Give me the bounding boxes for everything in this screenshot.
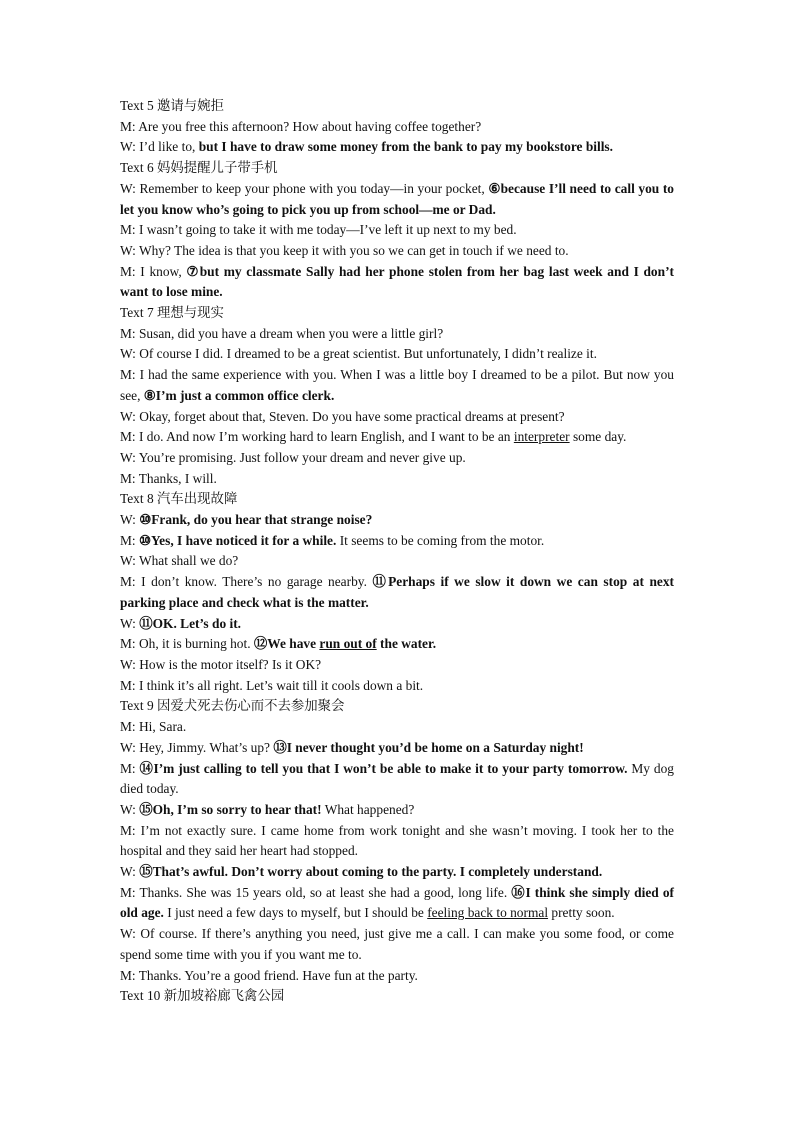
text-run: It seems to be coming from the motor. bbox=[336, 532, 545, 548]
text-run: M: I wasn’t going to take it with me today—I’ve left it up next to my bed. bbox=[120, 222, 517, 238]
dialogue-line bbox=[120, 344, 674, 365]
text-run: M: Hi, Sara. bbox=[120, 719, 187, 735]
dialogue-line bbox=[120, 862, 674, 883]
dialogue-line bbox=[120, 510, 674, 531]
bold-text: ⑪OK. Let’s do it. bbox=[139, 615, 242, 631]
text-run: W: What shall we do? bbox=[120, 553, 239, 569]
dialogue-line bbox=[120, 966, 674, 987]
dialogue-line bbox=[120, 262, 674, 303]
text-run: M: Oh, it is burning hot. bbox=[120, 636, 254, 652]
section-heading bbox=[120, 158, 674, 179]
bold-text: run out of bbox=[319, 636, 377, 652]
bold-text: ⑩Yes, I have noticed it for a while. bbox=[138, 532, 337, 548]
dialogue-line bbox=[120, 759, 674, 800]
text-run: M: bbox=[120, 760, 140, 776]
dialogue-line bbox=[120, 655, 674, 676]
dialogue-line bbox=[120, 179, 674, 220]
dialogue-line bbox=[120, 821, 674, 862]
bold-text: ⑪Perhaps if we slow it down we can stop at next parking place and check what is the matter. bbox=[120, 574, 675, 610]
text-run: W: I’d like to, bbox=[120, 139, 199, 155]
bold-text: ⑩Frank, do you hear that strange noise? bbox=[139, 512, 373, 528]
dialogue-line bbox=[120, 427, 674, 448]
text-run: pretty soon. bbox=[548, 905, 615, 921]
text-run: W: Hey, Jimmy. What’s up? bbox=[120, 739, 274, 755]
text-run: M: Thanks, I will. bbox=[120, 470, 217, 486]
text-run: M: Are you free this afternoon? How about having coffee together? bbox=[120, 118, 482, 134]
bold-text: but I have to draw some money from the bank to pay my bookstore bills. bbox=[198, 139, 613, 155]
bold-text: ⑭I’m just calling to tell you that I won’t be able to make it to your party tomorrow. bbox=[139, 760, 628, 776]
text-run: M: I know, bbox=[120, 263, 187, 279]
section-heading bbox=[120, 696, 674, 717]
bold-text: ⑬I never thought you’d be home on a Saturday night! bbox=[273, 739, 584, 755]
text-run: M: I think it’s all right. Let’s wait till it cools down a bit. bbox=[120, 677, 424, 693]
bold-text: ⑫We have bbox=[253, 636, 320, 652]
text-run: Text 6 妈妈提醒儿子带手机 bbox=[120, 160, 278, 176]
dialogue-line bbox=[120, 572, 674, 613]
text-run: My dog died today. bbox=[120, 760, 674, 797]
text-run: M: I don’t know. There’s no garage nearby. bbox=[120, 574, 373, 590]
dialogue-line bbox=[120, 448, 674, 469]
text-run: Text 8 汽车出现故障 bbox=[120, 491, 238, 507]
dialogue-line bbox=[120, 407, 674, 428]
text-run: M: I do. And now I’m working hard to learn English, and I want to be an bbox=[120, 429, 514, 445]
bold-text: ⑯I think she simply died of old age. bbox=[120, 884, 674, 921]
dialogue-line bbox=[120, 137, 674, 158]
text-run: W: Why? The idea is that you keep it with you so we can get in touch if we need to. bbox=[120, 242, 569, 258]
text-run: some day. bbox=[569, 429, 627, 445]
text-run: W: bbox=[120, 615, 140, 631]
text-run: M: Thanks. She was 15 years old, so at least she had a good, long life. bbox=[120, 884, 512, 900]
text-run: W: Of course. If there’s anything you need, just give me a call. I can make you some food, or come spend some time with you if you want me to. bbox=[120, 926, 674, 962]
dialogue-line bbox=[120, 800, 674, 821]
dialogue-line bbox=[120, 676, 674, 697]
dialogue-line bbox=[120, 924, 674, 965]
text-run: What happened? bbox=[321, 801, 415, 817]
dialogue-line bbox=[120, 241, 674, 262]
text-run: W: bbox=[120, 801, 140, 817]
dialogue-line bbox=[120, 634, 674, 655]
section-heading bbox=[120, 96, 674, 117]
section-heading bbox=[120, 986, 674, 1007]
text-run: M: Susan, did you have a dream when you were a little girl? bbox=[120, 325, 444, 341]
bold-text: ⑮Oh, I’m so sorry to hear that! bbox=[139, 801, 322, 817]
text-run: W: bbox=[120, 864, 140, 880]
text-run: M: Thanks. You’re a good friend. Have fun at the party. bbox=[120, 967, 418, 983]
bold-text: ⑥because I’ll need to call you to let you know who’s going to pick you up from school—me or Dad. bbox=[120, 180, 675, 217]
text-run: M: I had the same experience with you. When I was a little boy I dreamed to be a pilot. But now you see, bbox=[120, 367, 674, 403]
text-run: W: How is the motor itself? Is it OK? bbox=[120, 656, 322, 672]
text-run: I just need a few days to myself, but I should be bbox=[163, 905, 428, 921]
section-heading bbox=[120, 303, 674, 324]
text-run: M: I’m not exactly sure. I came home from work tonight and she wasn’t moving. I took her to the hospital and they said her heart had stopped. bbox=[120, 822, 674, 859]
text-run: W: bbox=[120, 512, 140, 528]
bold-text: ⑮That’s awful. Don’t worry about coming to the party. I completely understand. bbox=[139, 864, 603, 880]
text-run: W: Of course I did. I dreamed to be a great scientist. But unfortunately, I didn’t realize it. bbox=[120, 346, 597, 362]
underlined-text: feeling back to normal bbox=[427, 905, 549, 921]
dialogue-line bbox=[120, 614, 674, 635]
dialogue-line bbox=[120, 365, 674, 406]
dialogue-line bbox=[120, 551, 674, 572]
text-run: W: Remember to keep your phone with you today—in your pocket, bbox=[120, 180, 489, 196]
text-run: Text 5 邀请与婉拒 bbox=[120, 98, 224, 113]
dialogue-line bbox=[120, 220, 674, 241]
dialogue-line bbox=[120, 117, 674, 138]
text-run: Text 10 新加坡裕廊飞禽公园 bbox=[120, 988, 285, 1004]
text-run: W: You’re promising. Just follow your dream and never give up. bbox=[120, 449, 466, 465]
text-run: Text 9 因爱犬死去伤心而不去参加聚会 bbox=[120, 698, 345, 714]
document-body bbox=[120, 96, 674, 1007]
dialogue-line bbox=[120, 883, 674, 924]
bold-text: ⑧I’m just a common office clerk. bbox=[143, 387, 335, 403]
dialogue-line bbox=[120, 738, 674, 759]
text-run: W: Okay, forget about that, Steven. Do you have some practical dreams at present? bbox=[120, 408, 565, 424]
section-heading bbox=[120, 489, 674, 510]
dialogue-line bbox=[120, 469, 674, 490]
underlined-text: interpreter bbox=[513, 429, 570, 445]
bold-text: ⑦but my classmate Sally had her phone stolen from her bag last week and I don’t want to lose mine. bbox=[120, 263, 674, 300]
bold-text: the water. bbox=[376, 636, 437, 652]
dialogue-line bbox=[120, 531, 674, 552]
text-run: M: bbox=[120, 532, 139, 548]
text-run: Text 7 理想与现实 bbox=[120, 305, 224, 321]
dialogue-line bbox=[120, 717, 674, 738]
dialogue-line bbox=[120, 324, 674, 345]
